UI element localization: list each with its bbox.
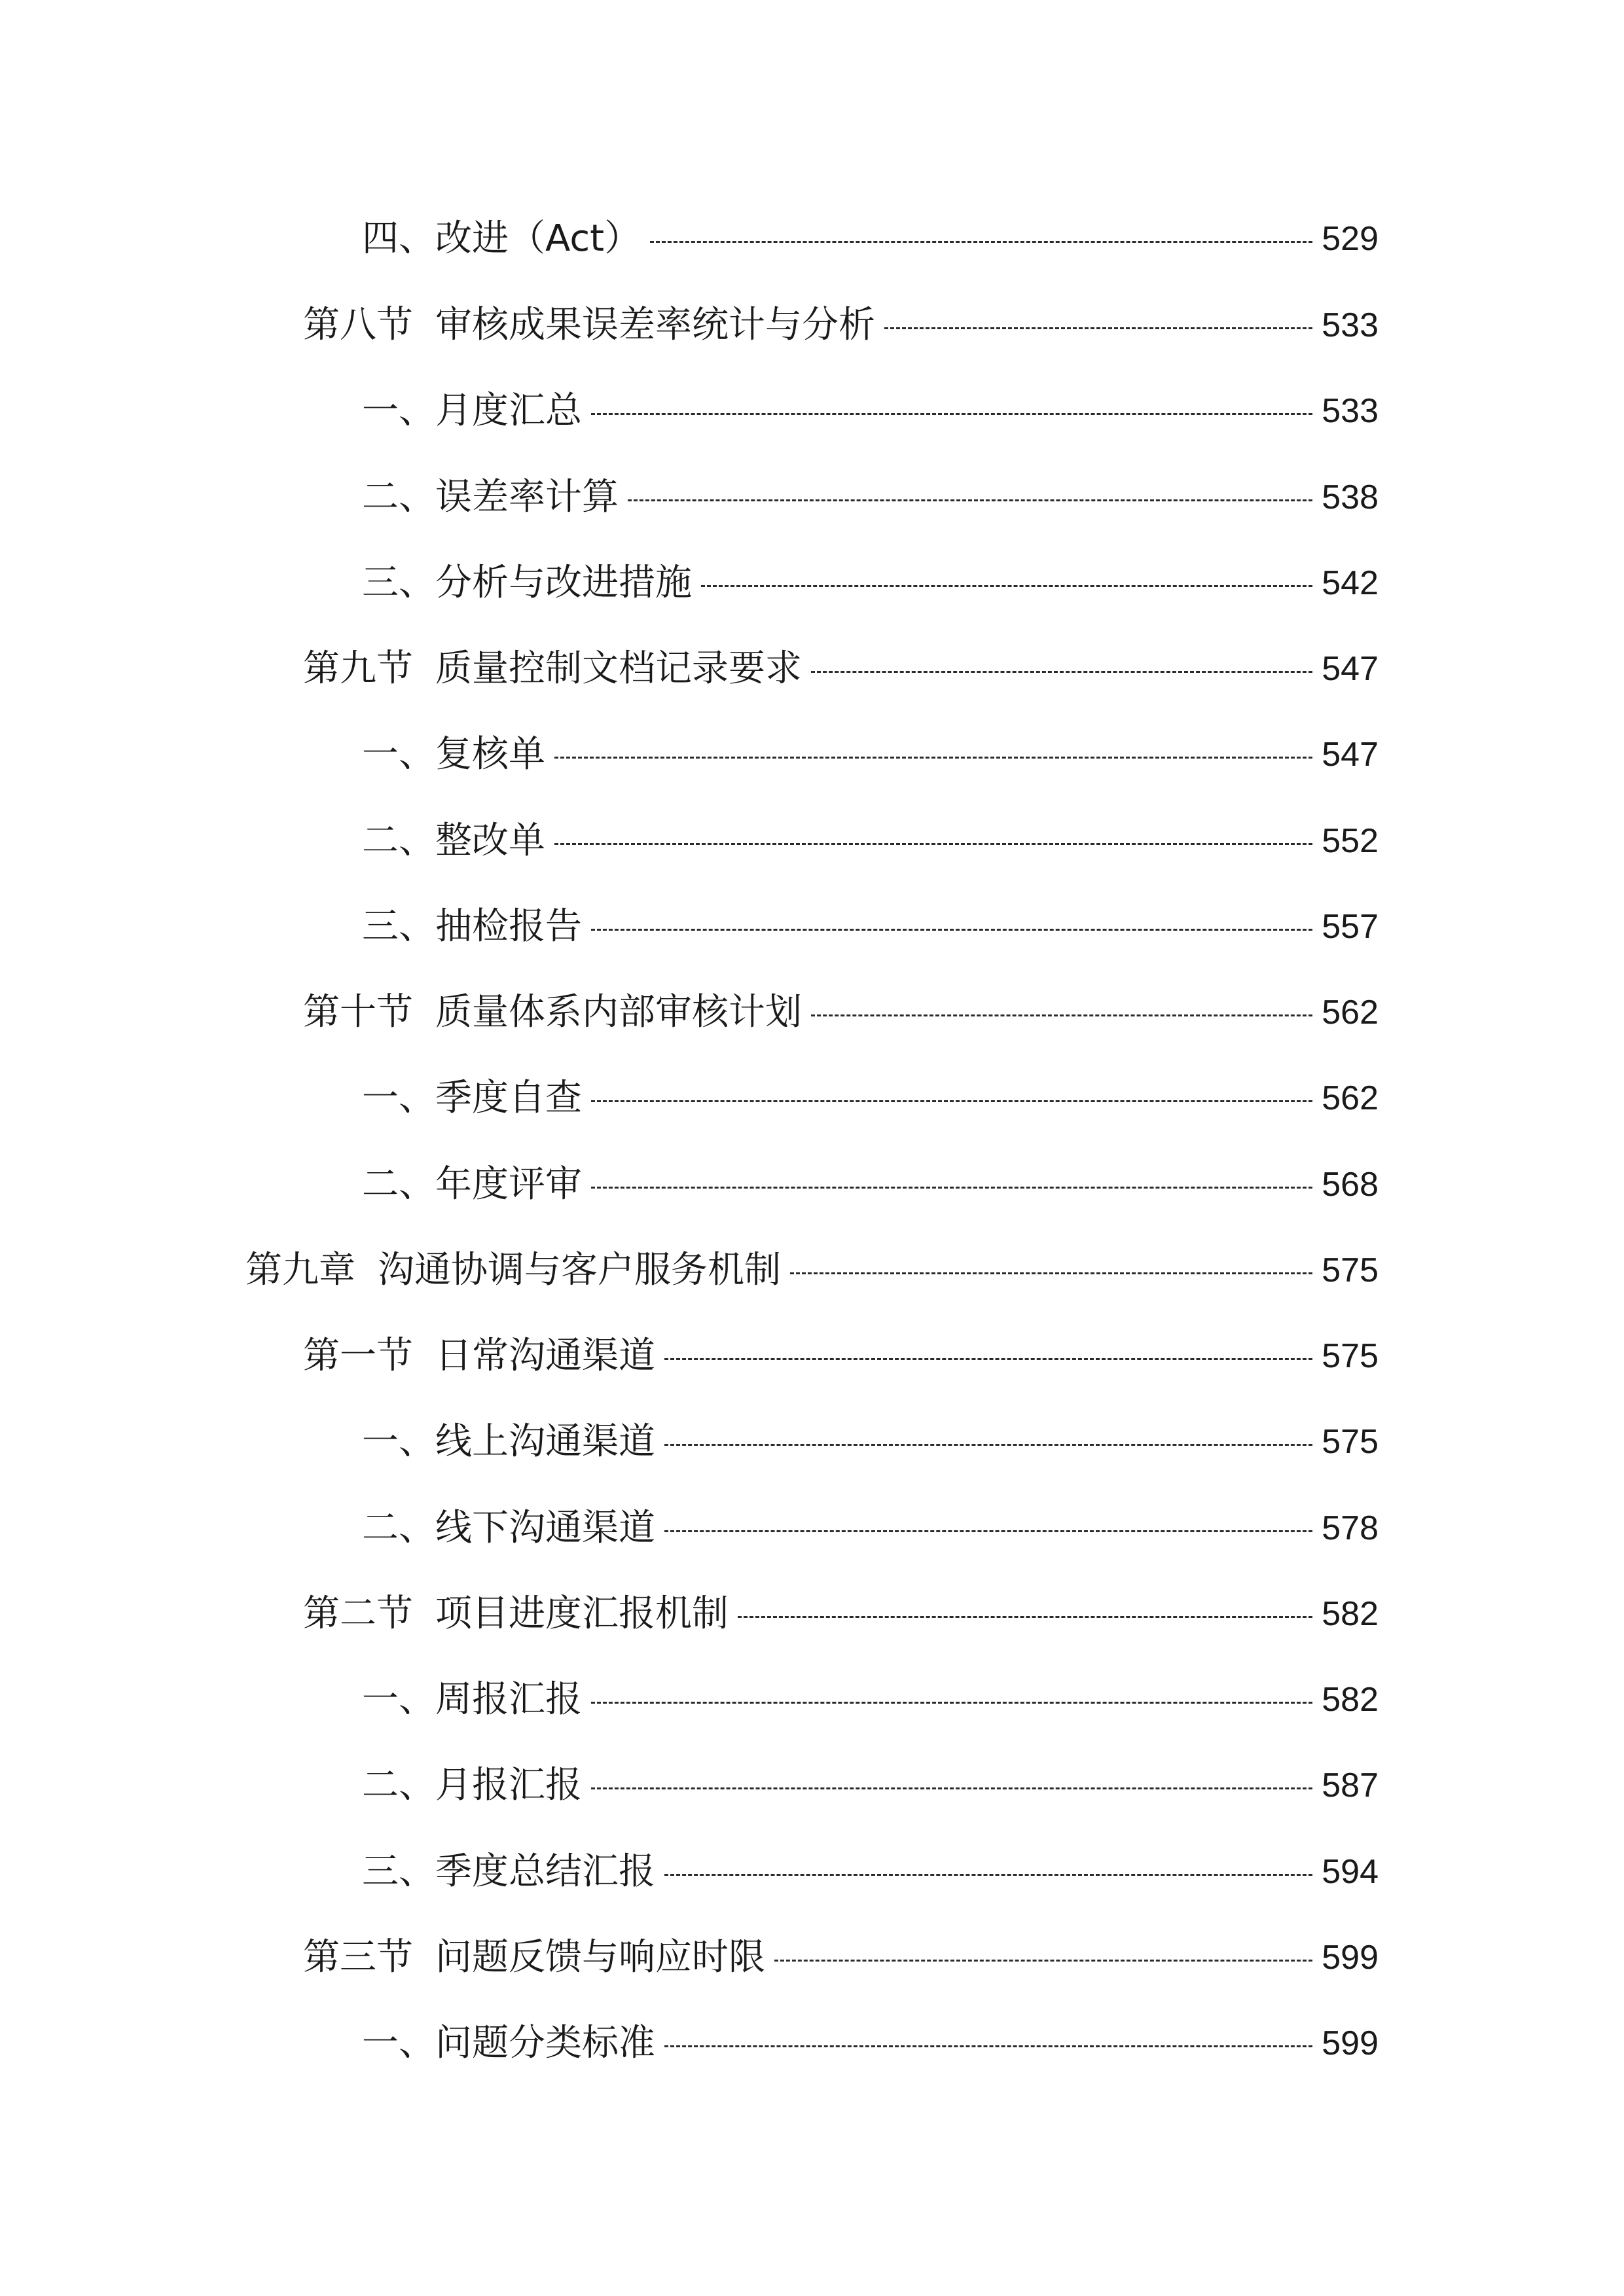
toc-entry-title: 二、月报汇报: [362, 1764, 582, 1806]
toc-entry[interactable]: [362, 897, 1379, 956]
toc-entry[interactable]: [362, 554, 1379, 613]
toc-entry[interactable]: [362, 1670, 1379, 1729]
toc-page-number: 538: [1322, 478, 1379, 516]
toc-entry-title: 二、年度评审: [362, 1163, 582, 1206]
toc-page-number: 562: [1322, 994, 1379, 1031]
dot-leader: [554, 757, 1312, 759]
toc-entry[interactable]: [362, 725, 1379, 784]
toc-entry-title: 第一节 日常沟通渠道: [303, 1327, 655, 1386]
toc-page-number: 533: [1322, 306, 1379, 344]
toc-page-number: 594: [1322, 1853, 1379, 1891]
dot-leader: [554, 843, 1312, 845]
toc-entry[interactable]: [303, 983, 1379, 1042]
section-number: 第一节: [303, 1335, 413, 1377]
toc-page-number: 575: [1322, 1337, 1379, 1375]
section-number: 第三节: [303, 1936, 413, 1979]
section-number: 第八节: [303, 304, 413, 346]
dot-leader: [811, 671, 1312, 673]
toc-entry-chapter[interactable]: [245, 1241, 1379, 1300]
toc-entry[interactable]: [362, 209, 1379, 268]
toc-entry[interactable]: [362, 1756, 1379, 1815]
dot-leader: [664, 1358, 1312, 1360]
toc-entry-title: 三、分析与改进措施: [362, 562, 692, 604]
toc-entry[interactable]: [303, 1327, 1379, 1386]
dot-leader: [664, 2045, 1312, 2047]
dot-leader: [738, 1616, 1312, 1618]
toc-page-number: 552: [1322, 822, 1379, 860]
dot-leader: [701, 585, 1312, 587]
toc-entry-title: 二、线下沟通渠道: [362, 1507, 655, 1549]
toc-page-number: 575: [1322, 1423, 1379, 1461]
chapter-number: 第九章: [245, 1249, 355, 1291]
toc-entry-title: 第二节 项目进度汇报机制: [303, 1585, 729, 1643]
toc-page-number: 547: [1322, 650, 1379, 688]
dot-leader: [884, 327, 1312, 329]
toc-entry[interactable]: [362, 812, 1379, 870]
toc-entry[interactable]: [362, 1499, 1379, 1558]
section-number: 第二节: [303, 1592, 413, 1635]
dot-leader: [650, 241, 1312, 243]
dot-leader: [591, 1702, 1312, 1704]
toc-page-number: 587: [1322, 1767, 1379, 1804]
dot-leader: [664, 1444, 1312, 1446]
toc-entry[interactable]: [362, 1069, 1379, 1128]
toc-page-number: 599: [1322, 2024, 1379, 2062]
dot-leader: [591, 413, 1312, 415]
dot-leader: [774, 1960, 1312, 1962]
toc-entry-title: 一、周报汇报: [362, 1678, 582, 1721]
section-number: 第九节: [303, 647, 413, 690]
toc-page-number: 599: [1322, 1939, 1379, 1977]
toc-entry[interactable]: [303, 1928, 1379, 1987]
dot-leader: [628, 499, 1312, 501]
toc-entry-title: 第八节 审核成果误差率统计与分析: [303, 296, 875, 355]
toc-page-number: 533: [1322, 392, 1379, 430]
toc-page-number: 575: [1322, 1251, 1379, 1289]
toc-entry[interactable]: [362, 2014, 1379, 2073]
toc-entry-title: 一、线上沟通渠道: [362, 1420, 655, 1463]
toc-entry[interactable]: [362, 1842, 1379, 1901]
toc-entry-title: 第九章 沟通协调与客户服务机制: [245, 1241, 781, 1300]
toc-page-number: 529: [1322, 220, 1379, 258]
toc-entry-title: 第三节 问题反馈与响应时限: [303, 1928, 765, 1987]
toc-entry-title: 一、季度自查: [362, 1077, 582, 1119]
toc-entry-title: 四、改进（Act）: [362, 217, 641, 260]
toc-entry-title: 第九节 质量控制文档记录要求: [303, 639, 802, 698]
section-number: 第十节: [303, 991, 413, 1033]
toc-entry[interactable]: [303, 639, 1379, 698]
toc-page-number: 582: [1322, 1681, 1379, 1719]
toc-entry-title: 三、季度总结汇报: [362, 1850, 655, 1893]
toc-entry-title: 一、问题分类标准: [362, 2022, 655, 2064]
dot-leader: [591, 1187, 1312, 1189]
toc-page-number: 582: [1322, 1595, 1379, 1633]
toc-entry[interactable]: [303, 296, 1379, 355]
toc-page-number: 568: [1322, 1166, 1379, 1204]
dot-leader: [664, 1530, 1312, 1532]
dot-leader: [664, 1874, 1312, 1876]
toc-entry[interactable]: [362, 468, 1379, 527]
dot-leader: [790, 1272, 1312, 1274]
toc-entry-title: 二、整改单: [362, 819, 545, 862]
toc-page-number: 547: [1322, 736, 1379, 774]
toc-page-number: 557: [1322, 908, 1379, 946]
dot-leader: [591, 1787, 1312, 1789]
toc-entry-title: 二、误差率计算: [362, 476, 619, 518]
dot-leader: [811, 1014, 1312, 1016]
dot-leader: [591, 1100, 1312, 1102]
toc-entry-title: 第十节 质量体系内部审核计划: [303, 983, 802, 1042]
toc-entry[interactable]: [303, 1585, 1379, 1643]
toc-page-number: 542: [1322, 564, 1379, 602]
toc-page-number: 578: [1322, 1509, 1379, 1547]
toc-entry-title: 一、复核单: [362, 733, 545, 776]
toc-entry[interactable]: [362, 1155, 1379, 1214]
toc-entry-title: 一、月度汇总: [362, 389, 582, 432]
toc-entry[interactable]: [362, 382, 1379, 440]
toc-page-number: 562: [1322, 1079, 1379, 1117]
toc-entry[interactable]: [362, 1412, 1379, 1471]
toc-entry-title: 三、抽检报告: [362, 905, 582, 948]
dot-leader: [591, 929, 1312, 931]
